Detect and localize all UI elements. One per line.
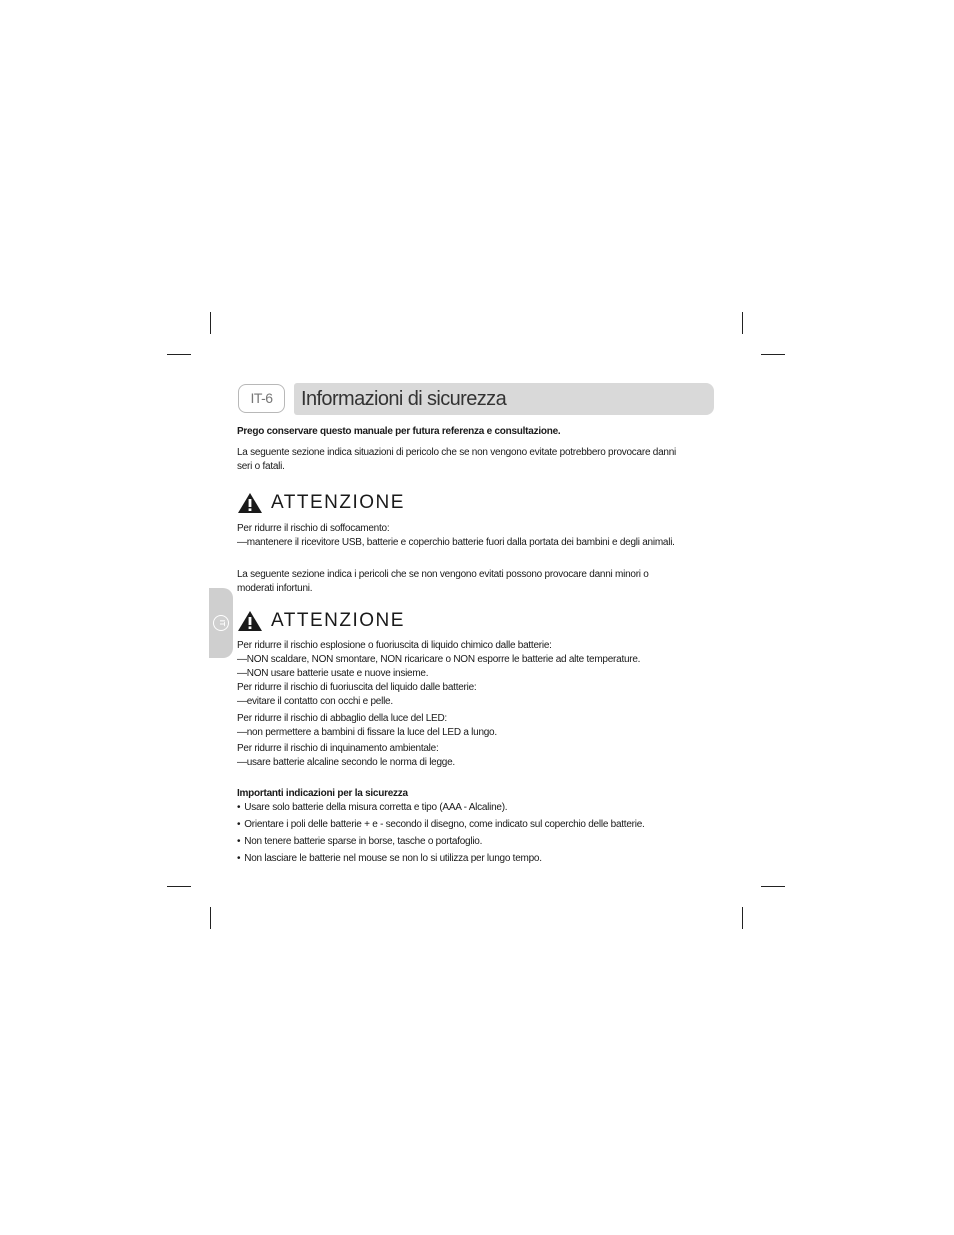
warning-line: —mantenere il ricevitore USB, batterie e coperchio batterie fuori dalla portata dei bambini e degli animali. xyxy=(237,537,675,548)
keep-manual-note: Prego conservare questo manuale per futura referenza e consultazione. xyxy=(237,426,561,437)
list-item: • Non tenere batterie sparse in borse, tasche o portafoglio. xyxy=(237,835,697,849)
safety-list xyxy=(237,801,697,866)
warning-line: Per ridurre il rischio esplosione o fuoriuscita di liquido chimico dalle batterie: xyxy=(237,640,552,651)
intro-paragraph: La seguente sezione indica situazioni di pericolo che se non vengono evitate potrebbero provocare danni seri o fatali. xyxy=(237,447,677,472)
warning-line: Per ridurre il rischio di soffocamento: xyxy=(237,523,390,534)
language-badge: IT xyxy=(213,615,229,631)
crop-mark xyxy=(742,312,743,334)
crop-mark xyxy=(167,886,191,887)
crop-mark xyxy=(210,907,211,929)
warning-line: —NON usare batterie usate e nuove insieme. xyxy=(237,668,429,679)
list-item: • Non lasciare le batterie nel mouse se non lo si utilizza per lungo tempo. xyxy=(237,852,697,866)
warning-line: —evitare il contatto con occhi e pelle. xyxy=(237,696,393,707)
crop-mark xyxy=(761,354,785,355)
warning-line: Per ridurre il rischio di fuoriuscita del liquido dalle batterie: xyxy=(237,682,477,693)
warning-icon xyxy=(237,492,263,514)
middle-paragraph: La seguente sezione indica i pericoli che se non vengono evitati possono provocare danni minori o moderati infortuni. xyxy=(237,569,649,594)
crop-mark xyxy=(167,354,191,355)
list-item: • Usare solo batterie della misura corretta e tipo (AAA - Alcaline). xyxy=(237,801,697,815)
page-title: Informazioni di sicurezza xyxy=(294,383,714,415)
warning-heading-text: ATTENZIONE xyxy=(271,610,405,631)
page-number: IT-6 xyxy=(238,384,285,413)
language-tab xyxy=(209,588,233,658)
crop-mark xyxy=(210,312,211,334)
warning-line: —NON scaldare, NON smontare, NON ricaricare o NON esporre le batterie ad alte temperature. xyxy=(237,654,641,665)
crop-mark xyxy=(761,886,785,887)
warning-heading xyxy=(237,608,697,634)
warning-line: Per ridurre il rischio di abbaglio della luce del LED: xyxy=(237,713,447,724)
crop-mark xyxy=(742,907,743,929)
warning-line: —usare batterie alcaline secondo le norma di legge. xyxy=(237,757,455,768)
safety-heading: Importanti indicazioni per la sicurezza xyxy=(237,788,408,799)
list-item: • Orientare i poli delle batterie + e - secondo il disegno, come indicato sul coperchio delle batterie. xyxy=(237,818,697,832)
warning-heading xyxy=(237,490,697,516)
warning-line: Per ridurre il rischio di inquinamento ambientale: xyxy=(237,743,439,754)
warning-heading-text: ATTENZIONE xyxy=(271,492,405,513)
warning-line: —non permettere a bambini di fissare la luce del LED a lungo. xyxy=(237,727,497,738)
warning-icon xyxy=(237,610,263,632)
content xyxy=(237,425,697,869)
